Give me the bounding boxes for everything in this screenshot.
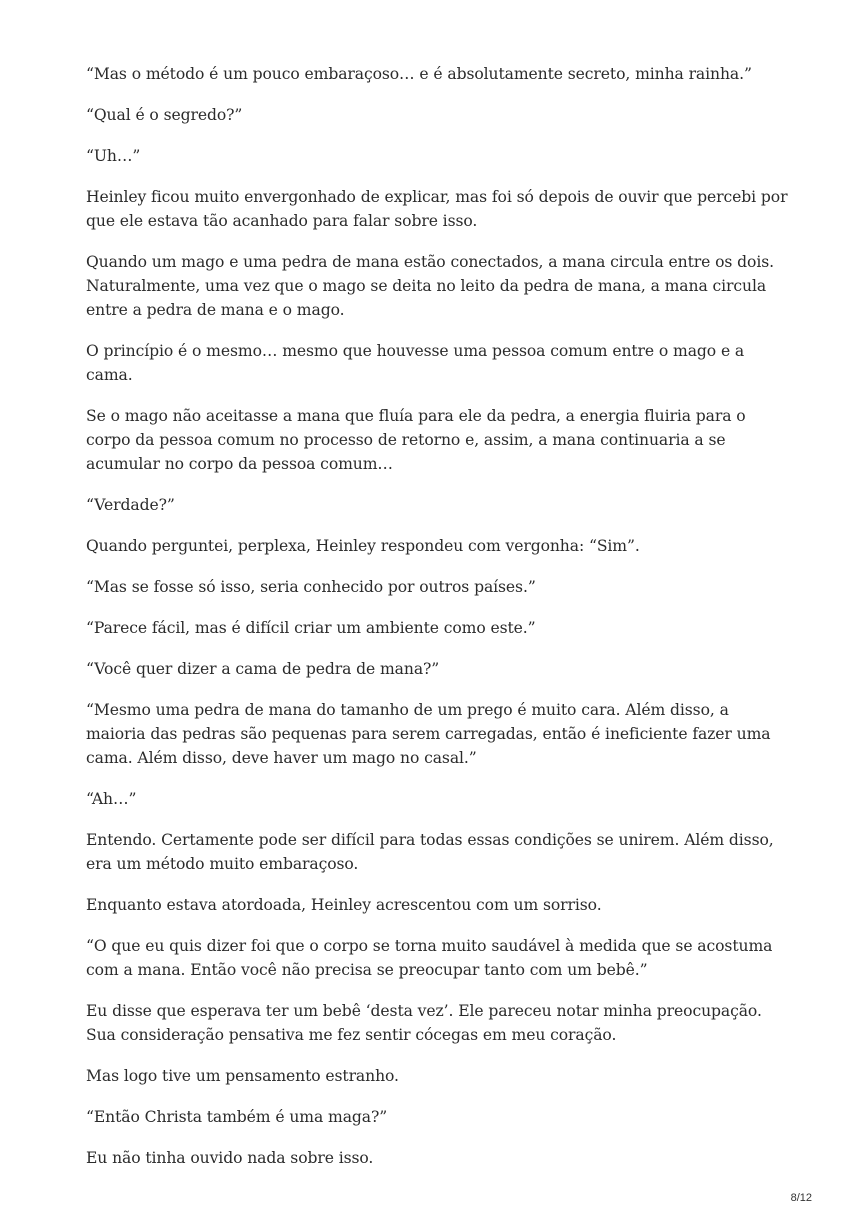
paragraph: “Parece fácil, mas é difícil criar um ambiente como este.” [86, 619, 536, 637]
paragraph: Entendo. Certamente pode ser difícil para todas essas condições se unirem. Além disso, era um método muito embaraçoso. [86, 831, 774, 873]
paragraph: “Mas o método é um pouco embaraçoso… e é absolutamente secreto, minha rainha.” [86, 65, 752, 83]
paragraph: Heinley ficou muito envergonhado de explicar, mas foi só depois de ouvir que percebi por que ele estava tão acanhado para falar sobre isso. [86, 188, 788, 230]
paragraph: Eu disse que esperava ter um bebê ‘desta vez’. Ele pareceu notar minha preocupação. Sua consideração pensativa me fez sentir cócegas em meu coração. [86, 1002, 762, 1044]
paragraph: “Você quer dizer a cama de pedra de mana?” [86, 660, 440, 678]
paragraph: “Mas se fosse só isso, seria conhecido por outros países.” [86, 578, 536, 596]
page-number: 8/12 [790, 1192, 812, 1204]
paragraph: “Mesmo uma pedra de mana do tamanho de um prego é muito cara. Além disso, a maioria das pedras são pequenas para serem carregadas, então é ineficiente fazer uma cama. Além disso, deve haver um mago no casal.” [86, 701, 771, 767]
paragraph: “Verdade?” [86, 496, 175, 514]
paragraph: “Então Christa também é uma maga?” [86, 1108, 388, 1126]
paragraph: Quando um mago e uma pedra de mana estão conectados, a mana circula entre os dois. Naturalmente, uma vez que o mago se deita no leito da pedra de mana, a mana circula entre a pedra de mana e o mago. [86, 253, 774, 319]
paragraph: Eu não tinha ouvido nada sobre isso. [86, 1149, 374, 1167]
paragraph: Se o mago não aceitasse a mana que fluía para ele da pedra, a energia fluiria para o corpo da pessoa comum no processo de retorno e, assim, a mana continuaria a se acumular no corpo da pessoa comum… [86, 407, 746, 473]
paragraph: Quando perguntei, perplexa, Heinley respondeu com vergonha: “Sim”. [86, 537, 640, 555]
document-body [86, 62, 792, 1187]
paragraph: “Ah…” [86, 790, 137, 808]
paragraph: “Uh…” [86, 147, 141, 165]
paragraph: “O que eu quis dizer foi que o corpo se torna muito saudável à medida que se acostuma com a mana. Então você não precisa se preocupar tanto com um bebê.” [86, 937, 773, 979]
paragraph: “Qual é o segredo?” [86, 106, 243, 124]
paragraph: O princípio é o mesmo… mesmo que houvesse uma pessoa comum entre o mago e a cama. [86, 342, 745, 384]
paragraph: Mas logo tive um pensamento estranho. [86, 1067, 399, 1085]
paragraph: Enquanto estava atordoada, Heinley acrescentou com um sorriso. [86, 896, 602, 914]
